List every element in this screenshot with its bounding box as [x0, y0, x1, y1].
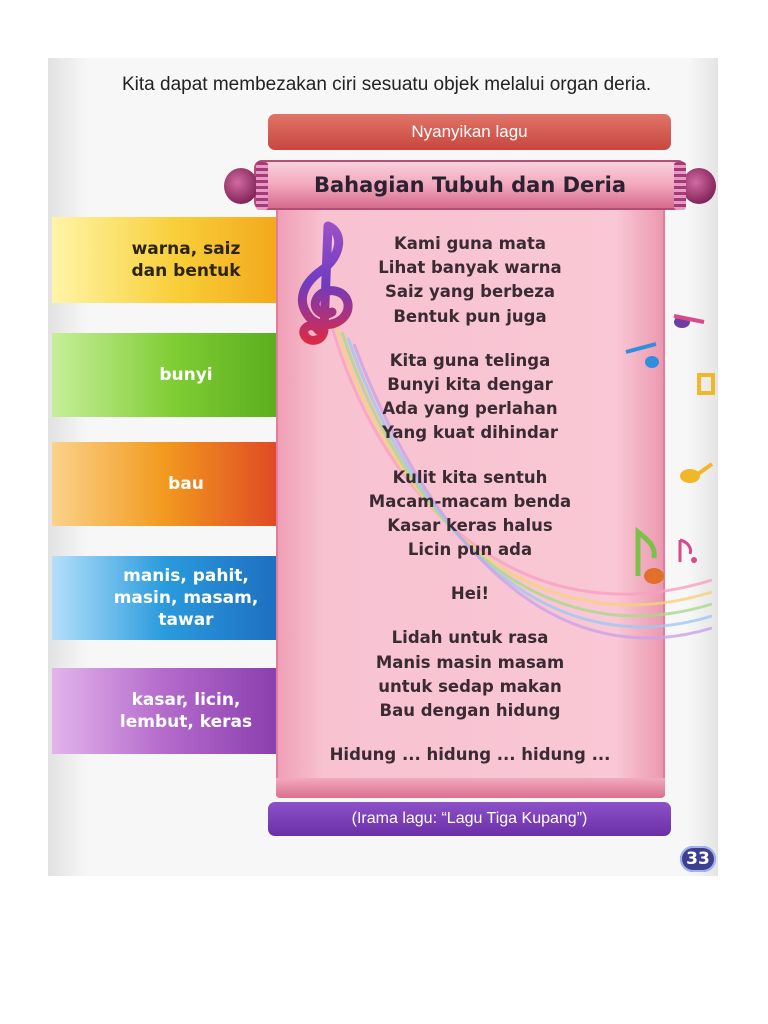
- lyric-line: Manis masin masam: [375, 652, 565, 672]
- lyric-line: Macam-macam benda: [368, 491, 572, 511]
- music-note-icon: [696, 372, 718, 398]
- intro-text: Kita dapat membezakan ciri sesuatu objek melalui organ deria.: [122, 74, 652, 95]
- lyrics-stanza: [300, 466, 640, 563]
- instruction-banner: Nyanyikan lagu: [268, 114, 671, 150]
- lyrics-stanza: [300, 626, 640, 723]
- lyric-line: Yang kuat dihindar: [381, 423, 559, 443]
- lyric-line: Saiz yang berbeza: [384, 282, 556, 302]
- sense-smell-bar: [52, 442, 276, 526]
- lyric-shout: Hei!: [450, 584, 490, 604]
- lyric-line: Ada yang perlahan: [382, 399, 558, 419]
- lyric-line: Licin pun ada: [407, 540, 533, 560]
- lyric-line: Kasar keras halus: [387, 516, 553, 536]
- sense-sight-bar: [52, 217, 276, 303]
- music-note-icon: [676, 458, 718, 488]
- music-note-icon: [676, 536, 698, 566]
- sense-label-line: warna, saiz: [131, 239, 241, 259]
- lyric-line: Kita guna telinga: [389, 350, 551, 370]
- lyric-line: Bunyi kita dengar: [387, 375, 553, 395]
- sense-hearing-bar: [52, 333, 276, 417]
- lyric-line: Bau dengan hidung: [379, 701, 561, 721]
- sense-label-line: masin, masam,: [113, 588, 259, 608]
- song-title: Bahagian Tubuh dan Deria: [313, 173, 627, 197]
- lyric-line: Lidah untuk rasa: [391, 628, 549, 648]
- sense-taste-bar: [52, 556, 276, 640]
- scroll-roller-left: [224, 168, 258, 204]
- scroll-bottom-edge: [276, 778, 665, 798]
- sense-label-line: bau: [168, 474, 204, 494]
- lyric-line: untuk sedap makan: [378, 676, 562, 696]
- lyric-line: Lihat banyak warna: [378, 258, 562, 278]
- sense-touch-bar: [52, 668, 276, 754]
- sense-label-line: manis, pahit,: [123, 566, 249, 586]
- page-number: 33: [680, 846, 716, 872]
- scroll-roller-right: [682, 168, 716, 204]
- lyric-line: Kami guna mata: [393, 234, 547, 253]
- sense-label-line: tawar: [158, 610, 214, 630]
- sense-label-line: kasar, licin,: [131, 690, 241, 710]
- sense-label-line: lembut, keras: [119, 712, 253, 732]
- sense-label-line: dan bentuk: [131, 261, 241, 281]
- lyrics-stanza: [300, 349, 640, 446]
- lyric-line: Bentuk pun juga: [393, 306, 547, 326]
- lyrics-stanza: [300, 232, 640, 329]
- lyric-line: Kulit kita sentuh: [392, 467, 548, 487]
- rhythm-banner: (Irama lagu: “Lagu Tiga Kupang”): [268, 802, 671, 836]
- song-lyrics: [300, 232, 640, 767]
- music-note-icon: [668, 306, 708, 332]
- sense-label-line: bunyi: [159, 365, 213, 385]
- lyric-refrain: Hidung ... hidung ... hidung ...: [329, 745, 611, 765]
